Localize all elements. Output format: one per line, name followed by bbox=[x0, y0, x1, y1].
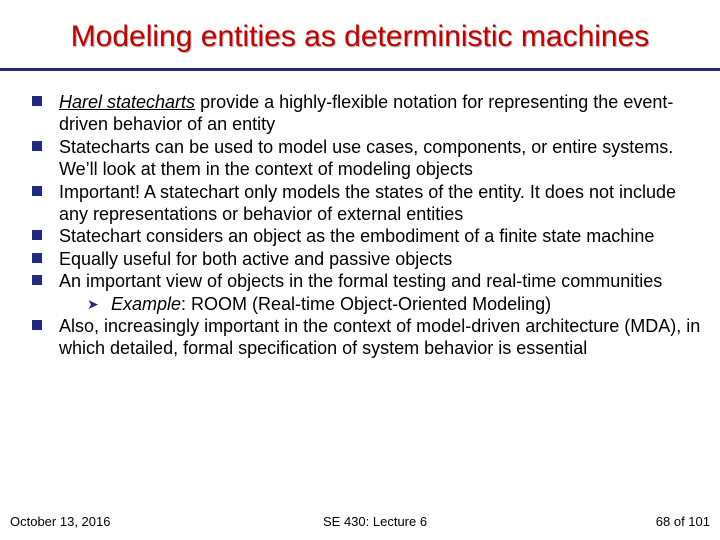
square-bullet-icon bbox=[32, 186, 42, 196]
harel-statecharts-link[interactable]: Harel statecharts bbox=[59, 92, 196, 112]
bullet-text: Equally useful for both active and passive objects bbox=[59, 248, 453, 269]
footer-date: October 13, 2016 bbox=[10, 514, 111, 529]
arrow-bullet-icon: ➤ bbox=[87, 295, 99, 312]
square-bullet-icon bbox=[32, 230, 42, 240]
bullet-item bbox=[32, 136, 702, 181]
square-bullet-icon bbox=[32, 141, 42, 151]
bullet-text: An important view of objects in the formal testing and real-time communities bbox=[59, 271, 663, 292]
square-bullet-icon bbox=[32, 253, 42, 263]
bullet-item bbox=[32, 315, 702, 360]
bullet-list bbox=[32, 91, 702, 360]
title-divider bbox=[0, 68, 720, 71]
bullet-item bbox=[32, 181, 702, 226]
square-bullet-icon bbox=[32, 96, 42, 106]
footer-course: SE 430: Lecture 6 bbox=[323, 514, 428, 529]
bullet-item bbox=[32, 248, 702, 270]
square-bullet-icon bbox=[32, 320, 42, 330]
sub-bullet-item bbox=[59, 293, 702, 315]
bullet-text: provide a highly-flexible notation for representing the event-driven behavior of an entity bbox=[59, 92, 674, 135]
slide-title: Modeling entities as deterministic machines bbox=[70, 20, 650, 53]
bullet-item bbox=[32, 91, 702, 136]
footer-page-number: 68 of 101 bbox=[655, 514, 710, 529]
sub-bullet-text: : ROOM (Real-time Object-Oriented Modeling) bbox=[181, 293, 552, 314]
bullet-text: Statechart considers an object as the embodiment of a finite state machine bbox=[59, 226, 655, 247]
bullet-text: Important! A statechart only models the states of the entity. It does not include any representations or behavior of external entities bbox=[59, 181, 677, 225]
bullet-text: Also, increasingly important in the context of model-driven architecture (MDA), in which detailed, formal specification of system behavior is essential bbox=[59, 316, 701, 359]
bullet-text: Statecharts can be used to model use cases, components, or entire systems. We’ll look at them in the context of modeling objects bbox=[59, 136, 674, 180]
square-bullet-icon bbox=[32, 275, 42, 285]
bullet-item bbox=[32, 270, 702, 315]
sub-bullet-label: Example bbox=[111, 293, 182, 314]
bullet-item bbox=[32, 225, 702, 247]
